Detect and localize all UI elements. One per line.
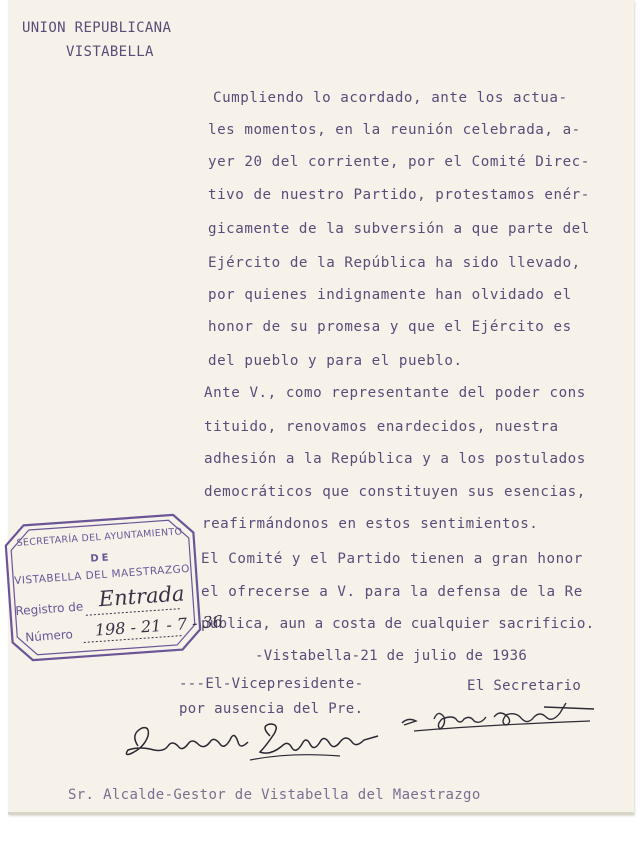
- secretary-title: El Secretario: [467, 678, 582, 694]
- stamp-numero-label: Número: [24, 627, 74, 645]
- body-line: les momentos, en la reunión celebrada, a-: [208, 122, 581, 138]
- body-line: adhesión a la República y a los postulados: [204, 451, 586, 467]
- body-line: gicamente de la subversión a que parte del: [208, 221, 590, 237]
- body-line: tivo de nuestro Partido, protestamos enér-: [208, 187, 590, 203]
- stamp-line-1: SECRETARÍA DEL AYUNTAMIENTO: [16, 526, 183, 549]
- secretary-signature: [394, 695, 604, 735]
- letter-sheet: [8, 0, 634, 815]
- body-line: pública, aun a costa de cualquier sacrificio.: [201, 616, 595, 632]
- body-line: reafirmándonos en estos sentimientos.: [202, 516, 539, 532]
- body-line: Ejército de la República ha sido llevado,: [208, 255, 581, 271]
- body-line: Ante V., como representante del poder cons: [204, 385, 586, 401]
- body-line: Cumpliendo lo acordado, ante los actua-: [213, 90, 568, 106]
- body-line: honor de su promesa y que el Ejército es: [208, 319, 572, 335]
- stamp-line-2: DE: [90, 552, 112, 565]
- stamp-registro-value: Entrada: [97, 581, 186, 612]
- body-line: tituido, renovamos enardecidos, nuestra: [204, 419, 559, 435]
- body-line: El Comité y el Partido tienen a gran honor: [201, 551, 583, 567]
- vicepresident-signature: [120, 716, 390, 770]
- registry-stamp: [1, 510, 224, 664]
- vicepresident-title: ---El-Vicepresidente-: [179, 676, 364, 692]
- stamp-numero-value: 198 - 21 - 7 - 36: [94, 611, 224, 640]
- letterhead-line-1: UNION REPUBLICANA: [22, 20, 172, 36]
- body-line: el ofrecerse a V. para la defensa de la Re: [201, 584, 583, 600]
- letterhead-line-2: VISTABELLA: [66, 44, 154, 60]
- body-line: democráticos que constituyen sus esencias,: [204, 484, 586, 500]
- body-line: yer 20 del corriente, por el Comité Direc-: [208, 154, 590, 170]
- closing-date: -Vistabella-21 de julio de 1936: [255, 648, 528, 664]
- stamp-line-3: VISTABELLA DEL MAESTRAZGO: [13, 562, 191, 588]
- addressee-line: Sr. Alcalde-Gestor de Vistabella del Maestrazgo: [68, 787, 481, 803]
- vicepresident-subtitle: por ausencia del Pre.: [179, 701, 364, 717]
- body-line: del pueblo y para el pueblo.: [208, 353, 463, 369]
- stamp-registro-label: Registro de: [14, 599, 84, 619]
- body-line: por quienes indignamente han olvidado el: [208, 287, 572, 303]
